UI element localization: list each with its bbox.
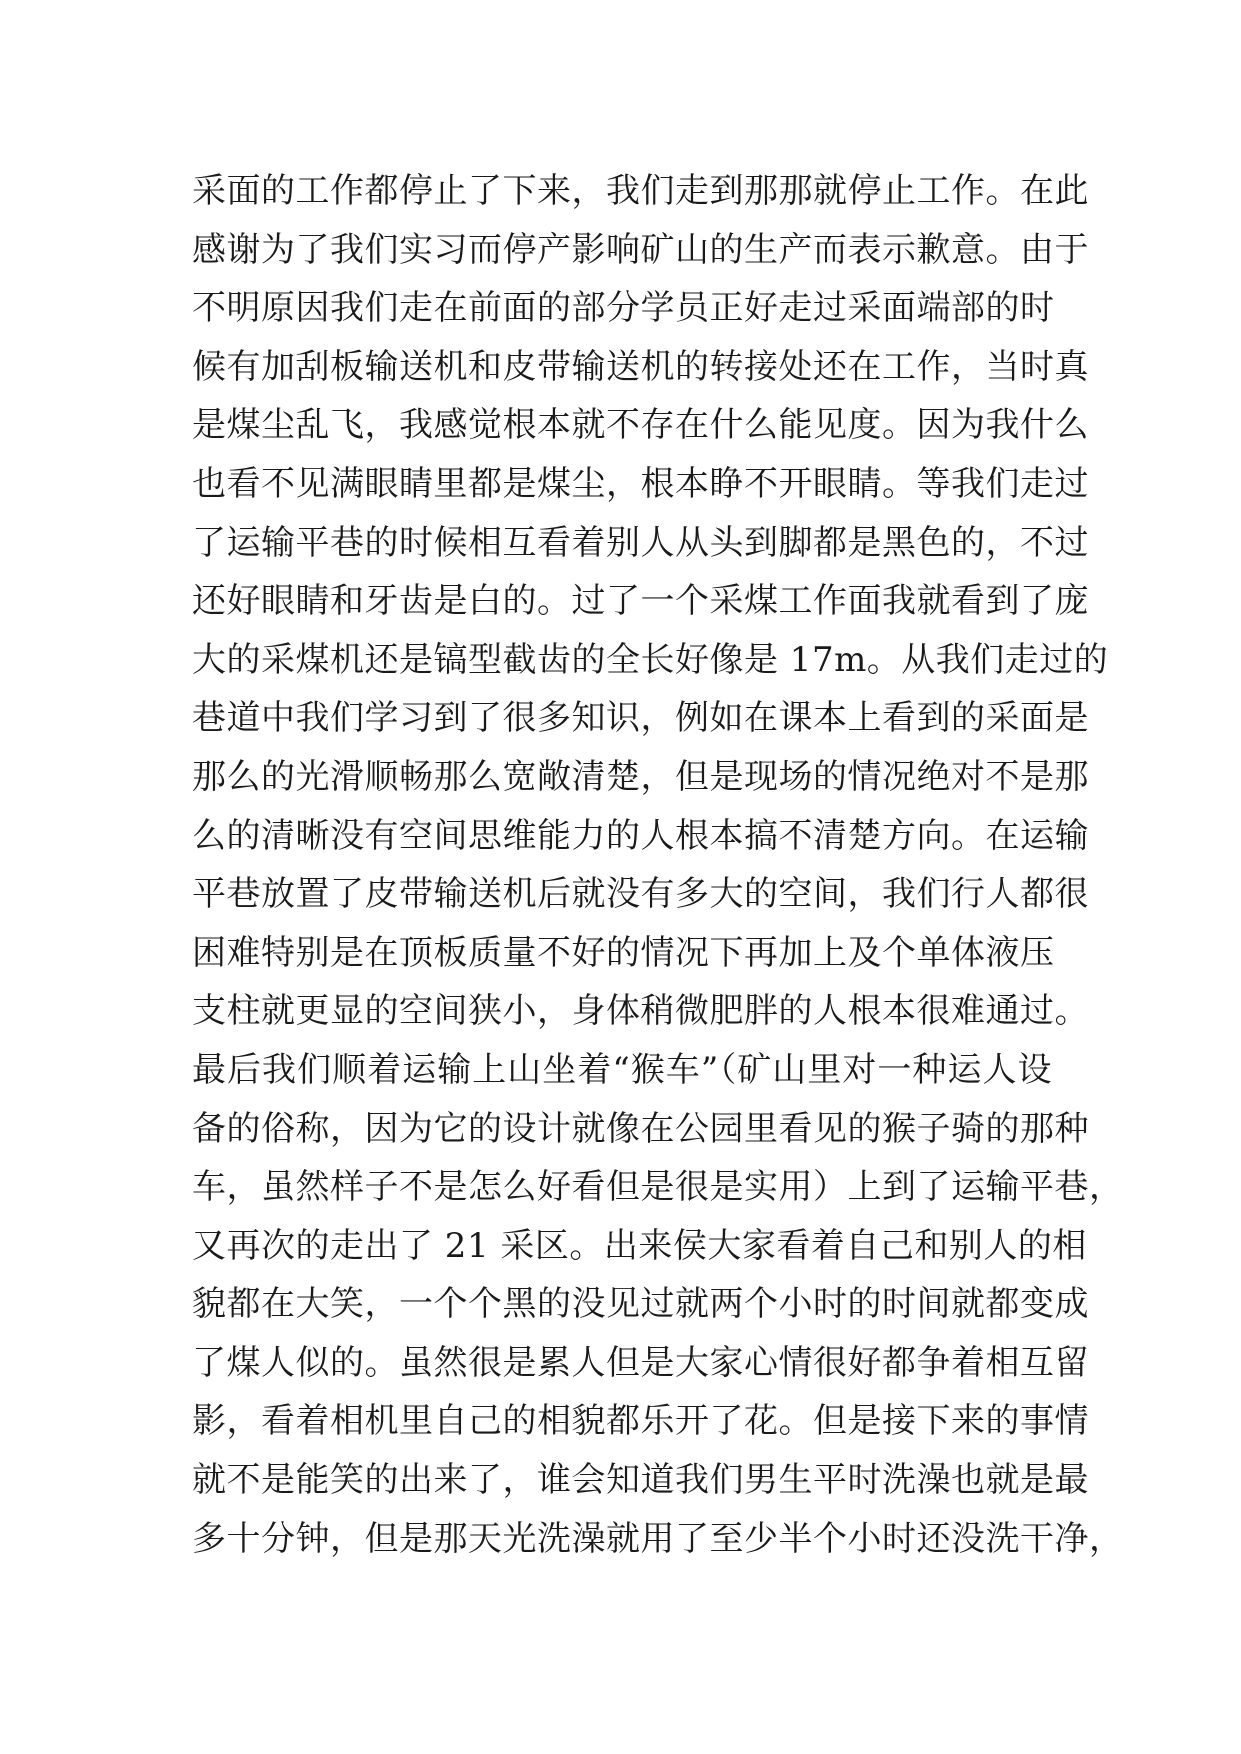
- text-line: 多十分钟，但是那天光洗澡就用了至少半个小时还没洗干净，: [192, 1518, 1124, 1559]
- text-line: 感谢为了我们实习而停产影响矿山的生产而表示歉意。由于: [192, 229, 1089, 270]
- text-line: 备的俗称，因为它的设计就像在公园里看见的猴子骑的那种: [192, 1108, 1089, 1149]
- text-line: 影，看着相机里自己的相貌都乐开了花。但是接下来的事情: [192, 1401, 1089, 1442]
- text-line: 不明原因我们走在前面的部分学员正好走过采面端部的时: [192, 288, 1055, 329]
- text-line: 了煤人似的。虽然很是累人但是大家心情很好都争着相互留: [192, 1342, 1089, 1383]
- text-line: 又再次的走出了 21 采区。出来侯大家看着自己和别人的相: [192, 1225, 1087, 1266]
- body-text: [192, 162, 1124, 1568]
- text-line: 平巷放置了皮带输送机后就没有多大的空间，我们行人都很: [192, 874, 1089, 915]
- text-line: 那么的光滑顺畅那么宽敞清楚，但是现场的情况绝对不是那: [192, 756, 1089, 797]
- text-line: 也看不见满眼睛里都是煤尘，根本睁不开眼睛。等我们走过: [192, 463, 1089, 504]
- text-line: 了运输平巷的时候相互看着别人从头到脚都是黑色的，不过: [192, 522, 1089, 563]
- text-line: 最后我们顺着运输上山坐着“猴车”（矿山里对一种运人设: [192, 1049, 1052, 1090]
- text-line: 采面的工作都停止了下来，我们走到那那就停止工作。在此: [192, 171, 1089, 211]
- text-line: 貌都在大笑，一个个黑的没见过就两个小时的时间就都变成: [192, 1284, 1089, 1325]
- text-line: 困难特别是在顶板质量不好的情况下再加上及个单体液压: [192, 932, 1055, 973]
- text-line: 巷道中我们学习到了很多知识，例如在课本上看到的采面是: [192, 698, 1089, 739]
- text-line: 么的清晰没有空间思维能力的人根本搞不清楚方向。在运输: [192, 815, 1089, 856]
- text-line: 就不是能笑的出来了，谁会知道我们男生平时洗澡也就是最: [192, 1460, 1089, 1501]
- text-line: 是煤尘乱飞，我感觉根本就不存在什么能见度。因为我什么: [192, 405, 1089, 446]
- text-line: 车，虽然样子不是怎么好看但是很是实用）上到了运输平巷，: [192, 1167, 1124, 1208]
- text-line: 还好眼睛和牙齿是白的。过了一个采煤工作面我就看到了庞: [192, 581, 1089, 622]
- text-line: 候有加刮板输送机和皮带输送机的转接处还在工作，当时真: [192, 346, 1089, 387]
- text-line: 大的采煤机还是镐型截齿的全长好像是 17m。从我们走过的: [192, 639, 1109, 680]
- text-line: 支柱就更显的空间狭小，身体稍微肥胖的人根本很难通过。: [192, 991, 1089, 1032]
